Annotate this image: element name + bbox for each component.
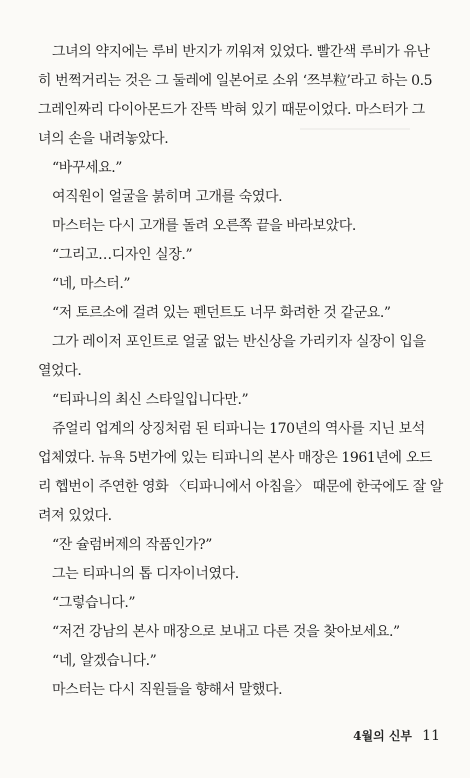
- text-line: 그는 티파니의 톱 디자이너였다.: [52, 566, 239, 582]
- text-line: 쥬얼리 업계의 상징처럼 된 티파니는 170년의 역사를 지닌 보석: [52, 421, 425, 437]
- text-line: “저 토르소에 걸려 있는 펜던트도 너무 화려한 것 같군요.”: [52, 305, 391, 321]
- body-text: [38, 38, 443, 705]
- text-line: 히 번쩍거리는 것은 그 둘레에 일본어로 소위 ‘쯔부粒’라고 하는 0.5: [38, 73, 433, 89]
- text-line: 업체였다. 뉴욕 5번가에 있는 티파니의 본사 매장은 1961년에 오드: [38, 450, 432, 466]
- text-line: 그가 레이저 포인트로 얼굴 없는 반신상을 가리키자 실장이 입을: [52, 334, 426, 350]
- text-line: 마스터는 다시 고개를 돌려 오른쪽 끝을 바라보았다.: [52, 218, 356, 234]
- text-line: 녀의 손을 내려놓았다.: [38, 131, 169, 147]
- text-line: “바꾸세요.”: [52, 160, 123, 176]
- text-line: 리 헵번이 주연한 영화 〈티파니에서 아침을〉 때문에 한국에도 잘 알: [38, 479, 443, 495]
- text-lines: [38, 38, 443, 705]
- page-number: 11: [422, 728, 440, 744]
- text-line: “그렇습니다.”: [52, 595, 136, 611]
- text-line: “네, 마스터.”: [52, 276, 131, 292]
- text-line: 마스터는 다시 직원들을 향해서 말했다.: [52, 682, 283, 698]
- text-line: 그레인짜리 다이아몬드가 잔뜩 박혀 있기 때문이었다. 마스터가 그: [38, 102, 425, 118]
- text-line: “저건 강남의 본사 매장으로 보내고 다른 것을 찾아보세요.”: [52, 624, 400, 640]
- text-line: “네, 알겠습니다.”: [52, 653, 157, 669]
- running-title: 4월의 신부: [353, 729, 413, 743]
- text-line: “그리고…디자인 실장.”: [52, 247, 193, 263]
- text-line: 여직원이 얼굴을 붉히며 고개를 숙였다.: [52, 189, 283, 205]
- text-line: 열었다.: [38, 363, 82, 379]
- text-line: 려져 있었다.: [38, 508, 112, 524]
- text-line: “티파니의 최신 스타일입니다만.”: [52, 392, 249, 408]
- text-line: 그녀의 약지에는 루비 반지가 끼워져 있었다. 빨간색 루비가 유난: [52, 44, 430, 60]
- text-line: “잔 슐럼버제의 작품인가?”: [52, 537, 212, 553]
- page-footer: [353, 727, 440, 744]
